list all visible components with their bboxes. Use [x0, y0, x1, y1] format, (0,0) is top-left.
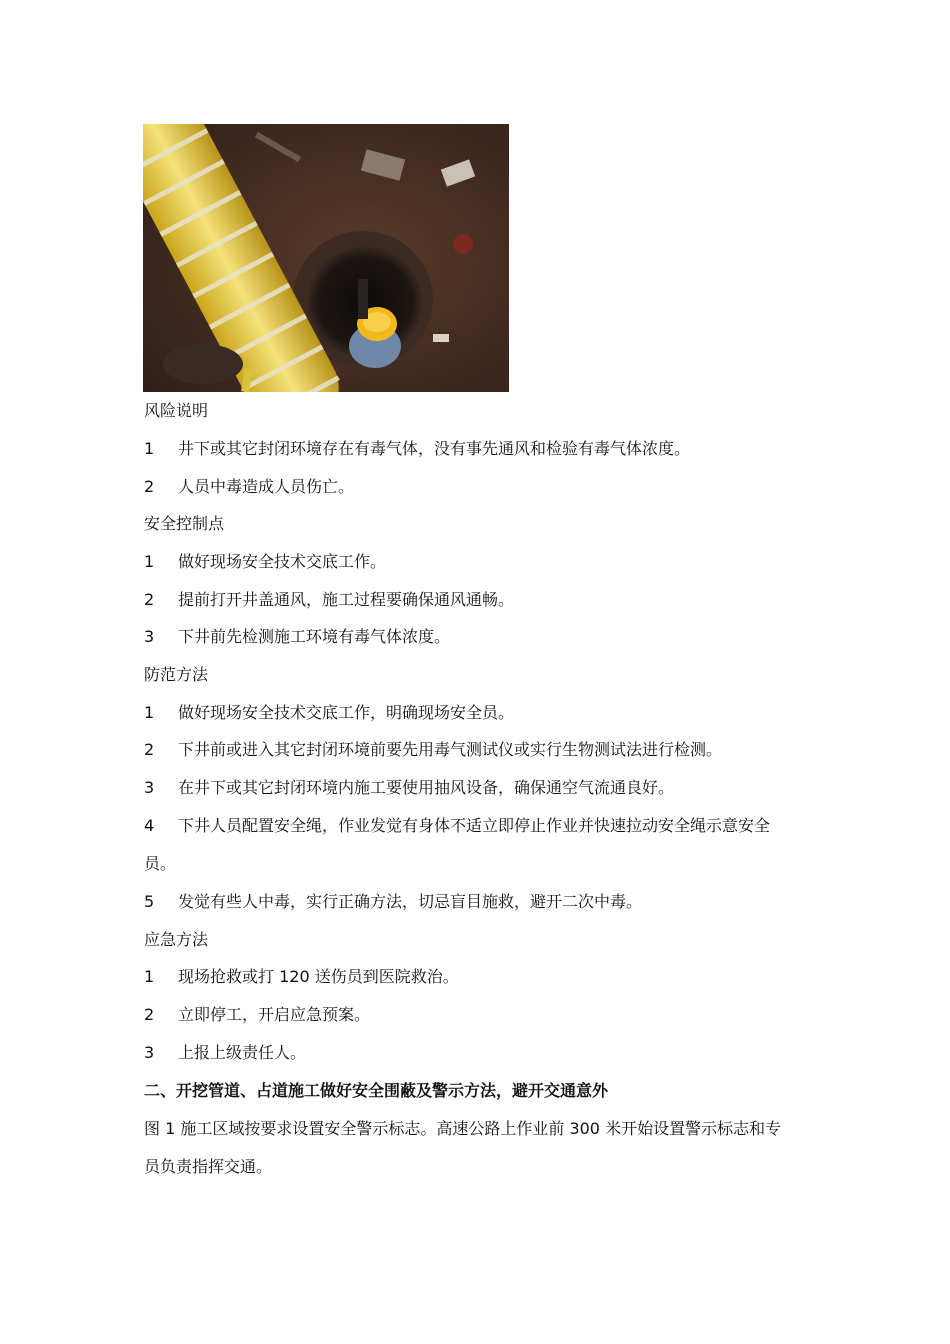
- list-item-continuation: 员。: [144, 854, 177, 873]
- item-text: 提前打开井盖通风，施工过程要确保通风通畅。: [178, 590, 515, 609]
- item-text: 做好现场安全技术交底工作，明确现场安全员。: [178, 703, 515, 722]
- list-item: [144, 626, 814, 648]
- list-item: [144, 777, 814, 799]
- item-number: 2: [144, 590, 155, 609]
- item-number: 1: [144, 439, 155, 458]
- item-number: 3: [144, 778, 155, 797]
- item-text: 下井前先检测施工环境有毒气体浓度。: [178, 627, 451, 646]
- list-item: [144, 476, 814, 498]
- item-text: 在井下或其它封闭环境内施工要使用抽风设备，确保通空气流通良好。: [178, 778, 675, 797]
- list-item: [144, 739, 814, 761]
- item-number: 2: [144, 740, 155, 759]
- item-text: 人员中毒造成人员伤亡。: [178, 477, 355, 496]
- item-text: 现场抢救或打 120 送伤员到医院救治。: [178, 967, 459, 986]
- item-text: 上报上级责任人。: [178, 1043, 307, 1062]
- item-text: 立即停工，开启应急预案。: [178, 1005, 371, 1024]
- figure-caption-line2: 员负责指挥交通。: [144, 1157, 273, 1176]
- figure-caption-line1: 图 1 施工区域按要求设置安全警示标志。高速公路上作业前 300 米开始设置警示标志和专: [144, 1119, 782, 1138]
- section-title-control: 安全控制点: [144, 514, 225, 533]
- item-text: 井下或其它封闭环境存在有毒气体，没有事先通风和检验有毒气体浓度。: [178, 439, 691, 458]
- list-item: [144, 966, 814, 988]
- list-item: [144, 815, 814, 837]
- section-title-risk: 风险说明: [144, 401, 209, 420]
- item-text: 发觉有些人中毒，实行正确方法，切忌盲目施救，避开二次中毒。: [178, 892, 643, 911]
- item-number: 3: [144, 1043, 155, 1062]
- manhole-worker-illustration: [143, 124, 509, 392]
- section-title-emergency: 应急方法: [144, 930, 209, 949]
- item-number: 1: [144, 552, 155, 571]
- item-text: 做好现场安全技术交底工作。: [178, 552, 387, 571]
- section-heading: 二、开挖管道、占道施工做好安全围蔽及警示方法，避开交通意外: [144, 1081, 609, 1100]
- item-number: 2: [144, 1005, 155, 1024]
- list-item: [144, 589, 814, 611]
- item-number: 4: [144, 816, 155, 835]
- manhole-photo: [143, 124, 509, 392]
- item-number: 1: [144, 703, 155, 722]
- list-item: [144, 1004, 814, 1026]
- list-item: [144, 702, 814, 724]
- item-number: 3: [144, 627, 155, 646]
- list-item: [144, 438, 814, 460]
- item-number: 5: [144, 892, 155, 911]
- list-item: [144, 891, 814, 913]
- list-item: [144, 551, 814, 573]
- item-number: 1: [144, 967, 155, 986]
- item-text: 下井前或进入其它封闭环境前要先用毒气测试仪或实行生物测试法进行检测。: [178, 740, 723, 759]
- list-item: [144, 1042, 814, 1064]
- item-text: 下井人员配置安全绳，作业发觉有身体不适立即停止作业并快速拉动安全绳示意安全: [178, 816, 771, 835]
- section-title-prevention: 防范方法: [144, 665, 209, 684]
- item-number: 2: [144, 477, 155, 496]
